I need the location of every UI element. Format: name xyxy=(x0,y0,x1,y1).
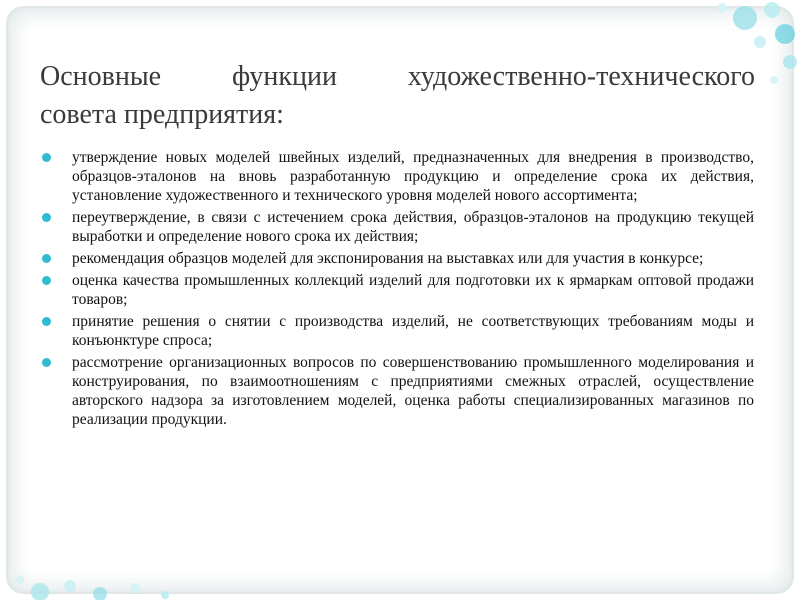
deco-circle xyxy=(754,36,766,48)
bullet-icon xyxy=(42,358,51,367)
deco-circle xyxy=(770,76,778,84)
list-item-text: утверждение новых моделей швейных изделий, предназначенных для внедрения в производство, образцов-эталонов на вновь разработанную продукцию и определение срока их действия, установление художественного и технического уровня моделей нового ассортимента; xyxy=(72,149,754,204)
decorative-circles-bottom-left xyxy=(0,540,210,600)
list-item xyxy=(40,148,754,205)
deco-circle xyxy=(733,6,757,30)
deco-circle xyxy=(130,583,140,593)
deco-circle xyxy=(775,24,795,44)
slide-title-line-1: Основные функции художественно-технического xyxy=(40,61,755,92)
deco-circle xyxy=(64,580,76,592)
list-item xyxy=(40,208,754,246)
bullet-icon xyxy=(42,153,51,162)
list-item xyxy=(40,249,754,268)
list-item-text: принятие решения о снятии с производства изделий, не соответствующих требованиям моды и конъюнктуре спроса; xyxy=(72,313,754,349)
list-item-text: рекомендация образцов моделей для экспонирования на выставках или для участия в конкурсе; xyxy=(72,250,704,267)
deco-circle xyxy=(764,2,780,18)
bullet-icon xyxy=(42,276,51,285)
deco-circle xyxy=(16,576,24,584)
deco-circle xyxy=(93,587,107,600)
bullet-icon xyxy=(42,254,51,263)
slide-title-line-2: совета предприятия: xyxy=(40,99,284,130)
deco-circle xyxy=(161,591,169,599)
list-item-text: оценка качества промышленных коллекций изделий для подготовки их к ярмаркам оптовой продажи товаров; xyxy=(72,272,754,308)
list-item xyxy=(40,353,754,429)
list-item-text: рассмотрение организационных вопросов по совершенствованию промышленного моделирования и конструирования, по взаимоотношениям с предприятиями смежных отраслей, осуществление авторского надзора за изготовлением моделей, оценка работы специализированных магазинов по реализации продукции. xyxy=(72,354,754,428)
deco-circle xyxy=(783,55,797,69)
list-item xyxy=(40,271,754,309)
list-item-text: переутверждение, в связи с истечением срока действия, образцов-эталонов на продукцию текущей выработки и определение нового срока их действия; xyxy=(72,209,754,245)
deco-circle xyxy=(31,583,49,600)
slide-title xyxy=(40,58,755,134)
list-item xyxy=(40,312,754,350)
functions-list xyxy=(40,148,754,432)
bullet-icon xyxy=(42,213,51,222)
bullet-icon xyxy=(42,317,51,326)
deco-circle xyxy=(717,3,727,13)
